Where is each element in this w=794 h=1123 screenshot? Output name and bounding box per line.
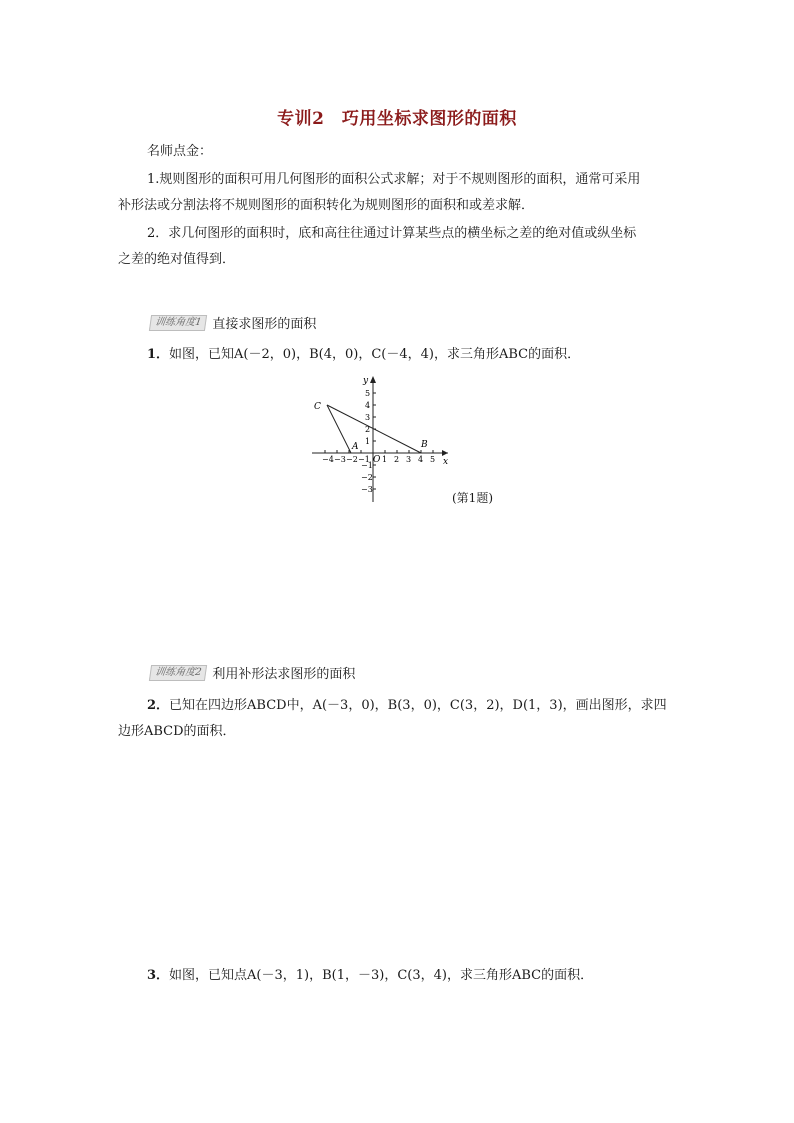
y-tick-label: 2 [365,425,371,434]
x-axis-arrow [442,450,448,456]
y-axis-arrow [370,376,376,383]
x-tick-label: 3 [406,455,412,464]
question-2-number: 2． [147,698,170,713]
tips-heading: 名师点金： [147,144,213,159]
x-tick-label: 2 [394,455,400,464]
section-1-header [150,313,316,332]
tips-line-1a: 1.规则图形的面积可用几何图形的面积公式求解；对于不规则图形的面积，通常可采用 [147,172,641,187]
x-tick-label: −1 [358,455,370,464]
y-axis-label: y [363,376,369,386]
y-tick-label: 5 [365,389,371,398]
segment-ca [327,405,351,453]
x-tick-label: 4 [418,455,424,464]
tips-line-1b: 补形法或分割法将不规则图形的面积转化为规则图形的面积和或差求解． [118,198,535,213]
question-3 [147,966,593,986]
y-tick-label: 4 [365,401,371,410]
section-1-badge: 训练角度1 [149,315,208,331]
x-tick-label: 5 [430,455,436,464]
tips-line-2b: 之差的绝对值得到． [118,252,236,267]
x-tick-label: −4 [322,455,334,464]
question-1-number: 1． [147,347,170,362]
question-1-text: 如图，已知A(－2，0)，B(4，0)，C(－4，4)，求三角形ABC的面积． [169,347,581,362]
figure-1-caption: (第1题) [452,491,493,505]
origin-label: O [373,455,381,465]
question-3-text: 如图，已知点A(－3，1)，B(1，－3)，C(3，4)，求三角形ABC的面积． [169,968,594,983]
question-2-text-b: 边形ABCD的面积． [118,724,236,739]
section-2-header [150,663,355,682]
section-2-badge: 训练角度2 [149,665,208,681]
question-1 [147,345,580,365]
section-1-title: 直接求图形的面积 [212,317,317,332]
x-axis-label: x [443,457,449,467]
question-2-text-a: 已知在四边形ABCD中，A(－3，0)，B(3，0)，C(3，2)，D(1，3)，画出图形，求四 [169,698,667,713]
x-tick-label: −3 [334,455,346,464]
y-tick-label: −1 [361,461,373,470]
point-c-label: C [314,402,321,412]
y-tick-label: −3 [361,485,373,494]
x-tick-label: −2 [346,455,358,464]
question-3-number: 3． [147,968,170,983]
tips-line-2a: 2．求几何图形的面积时，底和高往往通过计算某些点的横坐标之差的绝对值或纵坐标 [147,226,637,241]
y-tick-label: −2 [361,473,373,482]
y-tick-label: 1 [365,437,371,446]
page-title: 专训2 巧用坐标求图形的面积 [277,109,517,129]
question-2-line-a [147,696,707,716]
point-a-label: A [352,442,359,452]
y-tick-label: 3 [365,413,371,422]
point-b-label: B [421,440,428,450]
coordinate-figure-1 [300,368,530,508]
section-2-title: 利用补形法求图形的面积 [212,667,356,682]
x-tick-label: 1 [382,455,388,464]
